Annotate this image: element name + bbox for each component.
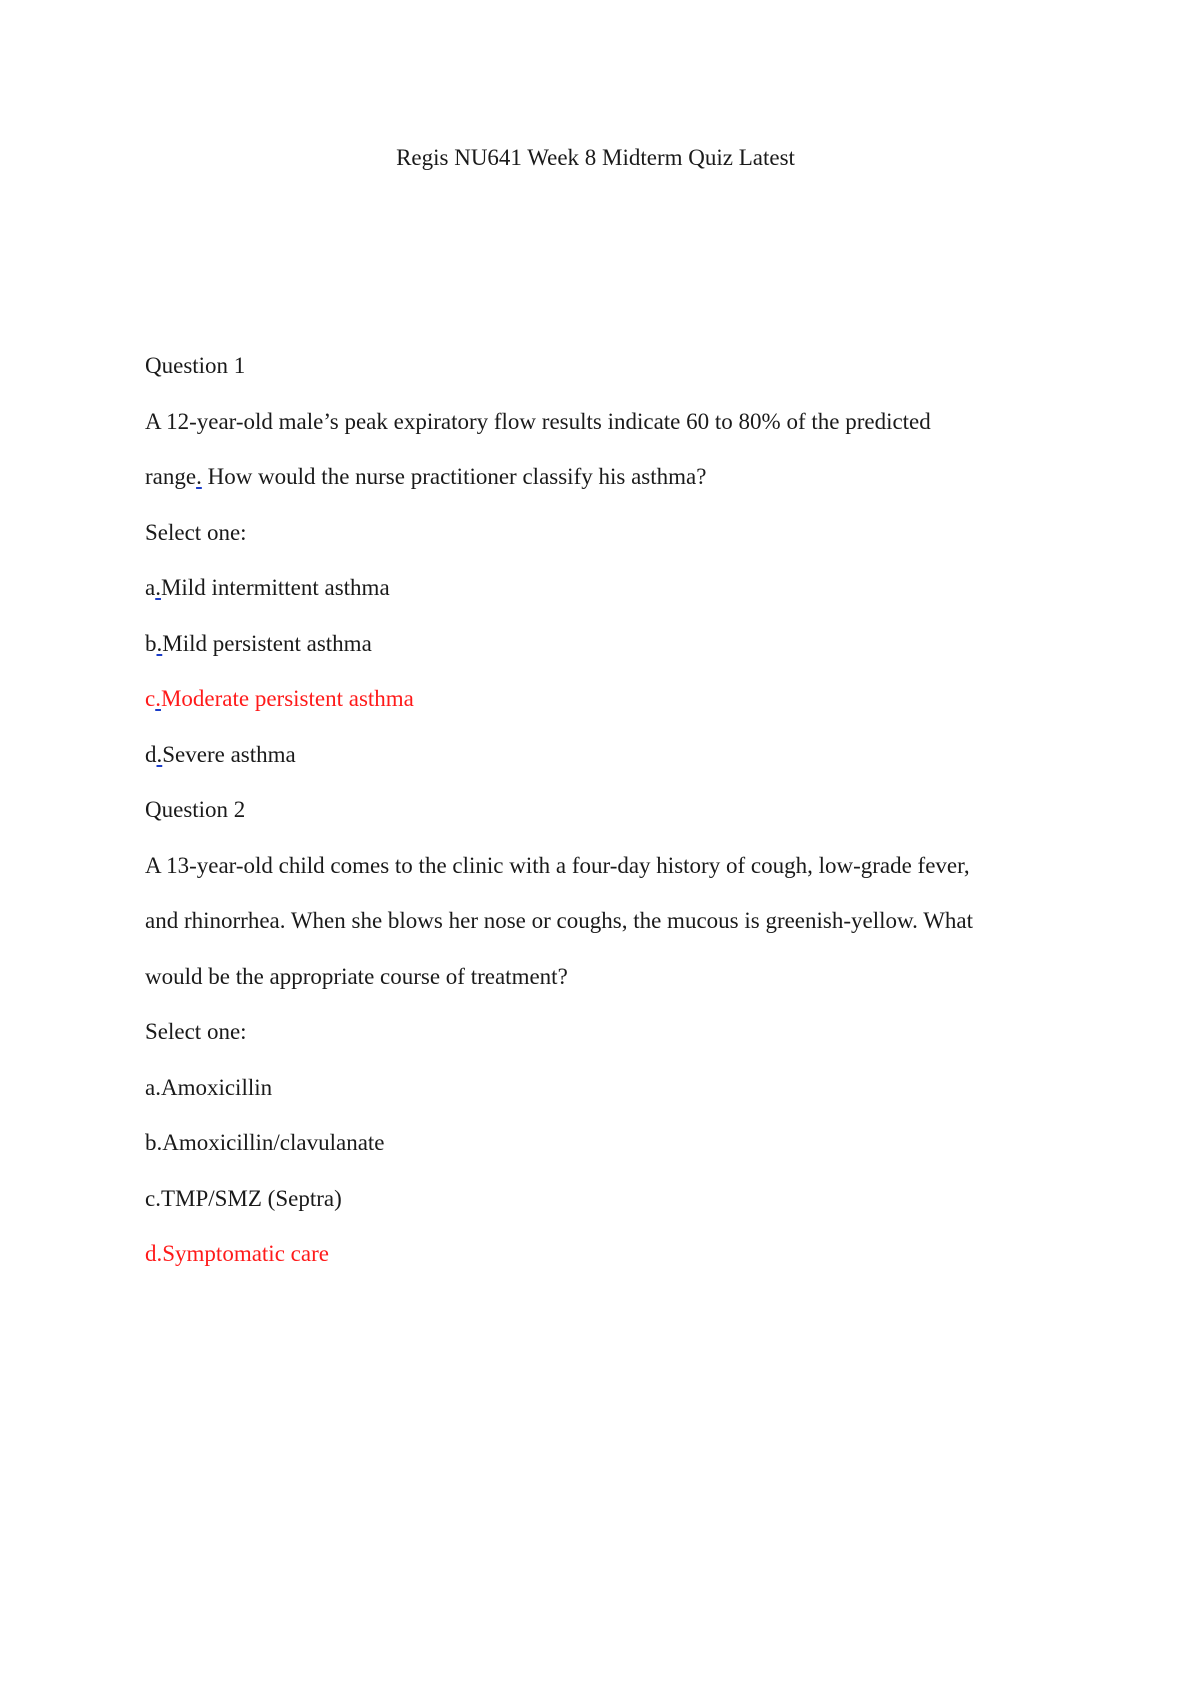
question-2-prompt: Select one: xyxy=(145,1019,247,1044)
option-text: Moderate persistent asthma xyxy=(160,686,414,711)
question-1-option-a xyxy=(145,560,1045,616)
quiz-body xyxy=(145,338,1045,1282)
question-1-option-b xyxy=(145,616,1045,672)
option-text: Mild persistent asthma xyxy=(162,630,372,656)
option-letter: d xyxy=(145,741,157,767)
option-dot: . xyxy=(155,686,161,711)
question-2-stem-line-3: would be the appropriate course of treatment? xyxy=(145,963,568,989)
option-text: Severe asthma xyxy=(162,741,296,767)
question-2-option-a: a.Amoxicillin xyxy=(145,1074,273,1100)
option-text: Mild intermittent asthma xyxy=(160,575,390,600)
question-2-option-c: c.TMP/SMZ (Septra) xyxy=(145,1185,342,1211)
question-2-stem-line-1: A 13-year-old child comes to the clinic with a four-day history of cough, low-grade fever, xyxy=(145,852,970,878)
question-1-option-c-correct xyxy=(145,671,1045,727)
option-dot: . xyxy=(155,575,161,600)
question-2-option-b: b.Amoxicillin/clavulanate xyxy=(145,1130,385,1155)
question-1-stem-line-1: A 12-year-old male’s peak expiratory flow results indicate 60 to 80% of the predicted xyxy=(145,408,931,434)
question-1-stem-dot: . xyxy=(196,464,202,489)
question-1-option-d xyxy=(145,727,1045,783)
question-1-stem-line-2 xyxy=(145,449,1045,505)
question-2-label: Question 2 xyxy=(145,797,246,822)
question-1-prompt: Select one: xyxy=(145,519,247,545)
question-1-label: Question 1 xyxy=(145,353,246,378)
option-dot: . xyxy=(156,630,163,656)
option-dot: . xyxy=(156,741,163,767)
question-1-stem-word: range xyxy=(145,464,197,489)
document-title: Regis NU641 Week 8 Midterm Quiz Latest xyxy=(396,145,795,170)
option-letter: a xyxy=(145,575,156,600)
option-letter: b xyxy=(145,630,157,656)
option-letter: c xyxy=(145,686,156,711)
question-2-stem-line-2: and rhinorrhea. When she blows her nose or coughs, the mucous is greenish-yellow. What xyxy=(145,908,974,933)
question-1-stem-rest: How would the nurse practitioner classify his asthma? xyxy=(201,464,707,489)
question-2-option-d-correct: d.Symptomatic care xyxy=(145,1241,329,1266)
